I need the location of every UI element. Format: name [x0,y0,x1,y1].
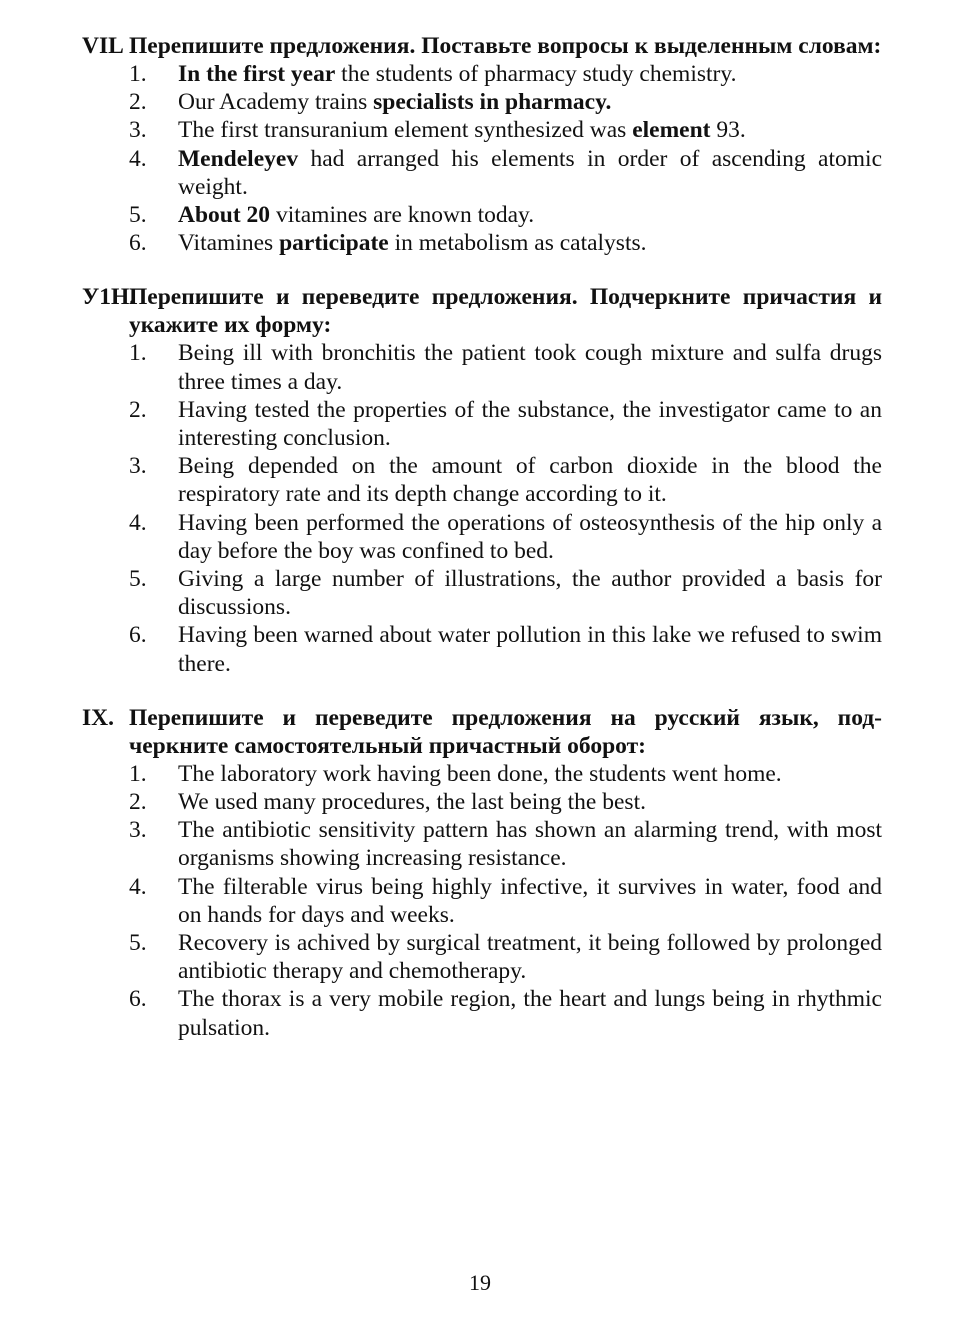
emphasized-phrase: In the first year [178,61,336,87]
item-number: 6. [129,230,147,257]
list-item [82,509,882,565]
sentence-list [82,60,882,257]
item-text [178,789,646,815]
item-text [178,817,882,871]
text-run: Recovery is achived by surgical treatment, it being followed by prolonged antibiotic therapy and chemotherapy. [178,930,882,985]
item-text [178,566,882,620]
emphasized-phrase: About 20 [178,202,271,229]
item-text [178,340,882,394]
section-number: У1Н. [82,284,136,311]
item-text [178,89,611,115]
item-number: 3. [129,117,147,144]
emphasized-phrase: Mendeleyev [178,145,299,172]
text-run: Being depended on the amount of carbon dioxide in the blood the respiratory rate and its depth change according to it. [178,453,882,508]
item-number: 5. [129,566,147,593]
list-item [82,985,882,1041]
text-run: the students of pharmacy study chemistry. [335,61,737,87]
item-number: 6. [129,622,147,649]
list-item [82,760,882,788]
item-text [178,397,882,451]
list-item [82,116,882,144]
item-text [178,510,882,564]
section-instruction: Перепишите и переведите предложения на русский язык, подчеркните самостоятельный причастный оборот: [129,704,882,759]
emphasized-phrase: element [632,117,711,144]
item-text [178,146,882,200]
text-run: The antibiotic sensitivity pattern has shown an alarming trend, with most organisms showing increasing resistance. [178,817,882,872]
section-heading [82,32,882,60]
item-number: 2. [129,396,147,423]
list-item [82,60,882,88]
list-item [82,929,882,985]
item-number: 6. [129,986,147,1013]
list-item [82,396,882,452]
item-text [178,874,882,928]
text-run: vitamines are known today. [270,202,535,229]
item-text [178,230,647,256]
text-run: The laboratory work having been done, the students went home. [178,760,782,787]
document-page [82,32,882,1068]
section-instruction: Перепишите предложения. Поставьте вопросы к выделенным словам: [129,33,882,59]
list-item [82,816,882,872]
section-heading [82,283,882,339]
text-run: 93. [710,117,746,144]
page-number: 19 [469,1270,491,1295]
text-run: Having been warned about water pollution in this lake we refused to swim there. [178,622,882,677]
text-run: had arranged his elements in order of ascending atomic weight. [178,145,882,200]
list-item [82,229,882,257]
text-run: Vitamines [178,230,280,257]
list-item [82,621,882,677]
text-run: Our Academy trains [178,89,374,116]
item-text [178,117,746,143]
list-item [82,145,882,201]
item-number: 2. [129,789,147,816]
item-text [178,453,882,507]
item-number: 5. [129,930,147,957]
text-run: The filterable virus being highly infective, it survives in water, food and on hands for days and weeks. [178,873,882,928]
section-number: IX. [82,704,114,731]
emphasized-phrase: participate [279,230,389,257]
exercise-section [82,704,882,1042]
item-text [178,930,882,984]
item-number: 4. [129,145,147,172]
exercise-section [82,283,882,677]
item-number: 1. [129,760,147,787]
item-text [178,202,534,228]
text-run: Being ill with bronchitis the patient took cough mixture and sulfa drugs three times a day. [178,340,882,395]
text-run: Giving a large number of illustrations, the author provided a basis for discussions. [178,566,882,621]
item-number: 5. [129,202,147,229]
emphasized-phrase: specialists in pharmacy. [373,89,612,116]
section-instruction: Перепишите и переведите предложения. Подчеркните причастия и укажите их форму: [129,284,882,339]
item-number: 4. [129,509,147,536]
list-item [82,873,882,929]
list-item [82,565,882,621]
text-run: Having been performed the operations of osteosynthesis of the hip only a day before the boy was confined to bed. [178,509,882,564]
item-text [178,986,882,1040]
item-number: 4. [129,873,147,900]
section-number: VIL [82,33,124,59]
item-number: 2. [129,89,147,116]
section-heading [82,704,882,760]
list-item [82,88,882,116]
item-number: 1. [129,340,147,367]
text-run: Having tested the properties of the substance, the investigator came to an interesting conclusion. [178,396,882,452]
text-run: The thorax is a very mobile region, the heart and lungs being in rhythmic pulsation. [178,986,882,1041]
exercise-section [82,32,882,257]
list-item [82,339,882,395]
item-number: 3. [129,453,147,480]
text-run: in metabolism as catalysts. [388,230,647,257]
item-number: 3. [129,817,147,844]
sentence-list [82,339,882,677]
item-text [178,61,736,87]
list-item [82,452,882,508]
text-run: We used many procedures, the last being the best. [178,789,646,816]
item-text [178,622,882,676]
list-item [82,788,882,816]
list-item [82,201,882,229]
sentence-list [82,760,882,1042]
item-number: 1. [129,61,147,87]
text-run: The first transuranium element synthesized was [178,117,633,144]
item-text [178,761,782,787]
